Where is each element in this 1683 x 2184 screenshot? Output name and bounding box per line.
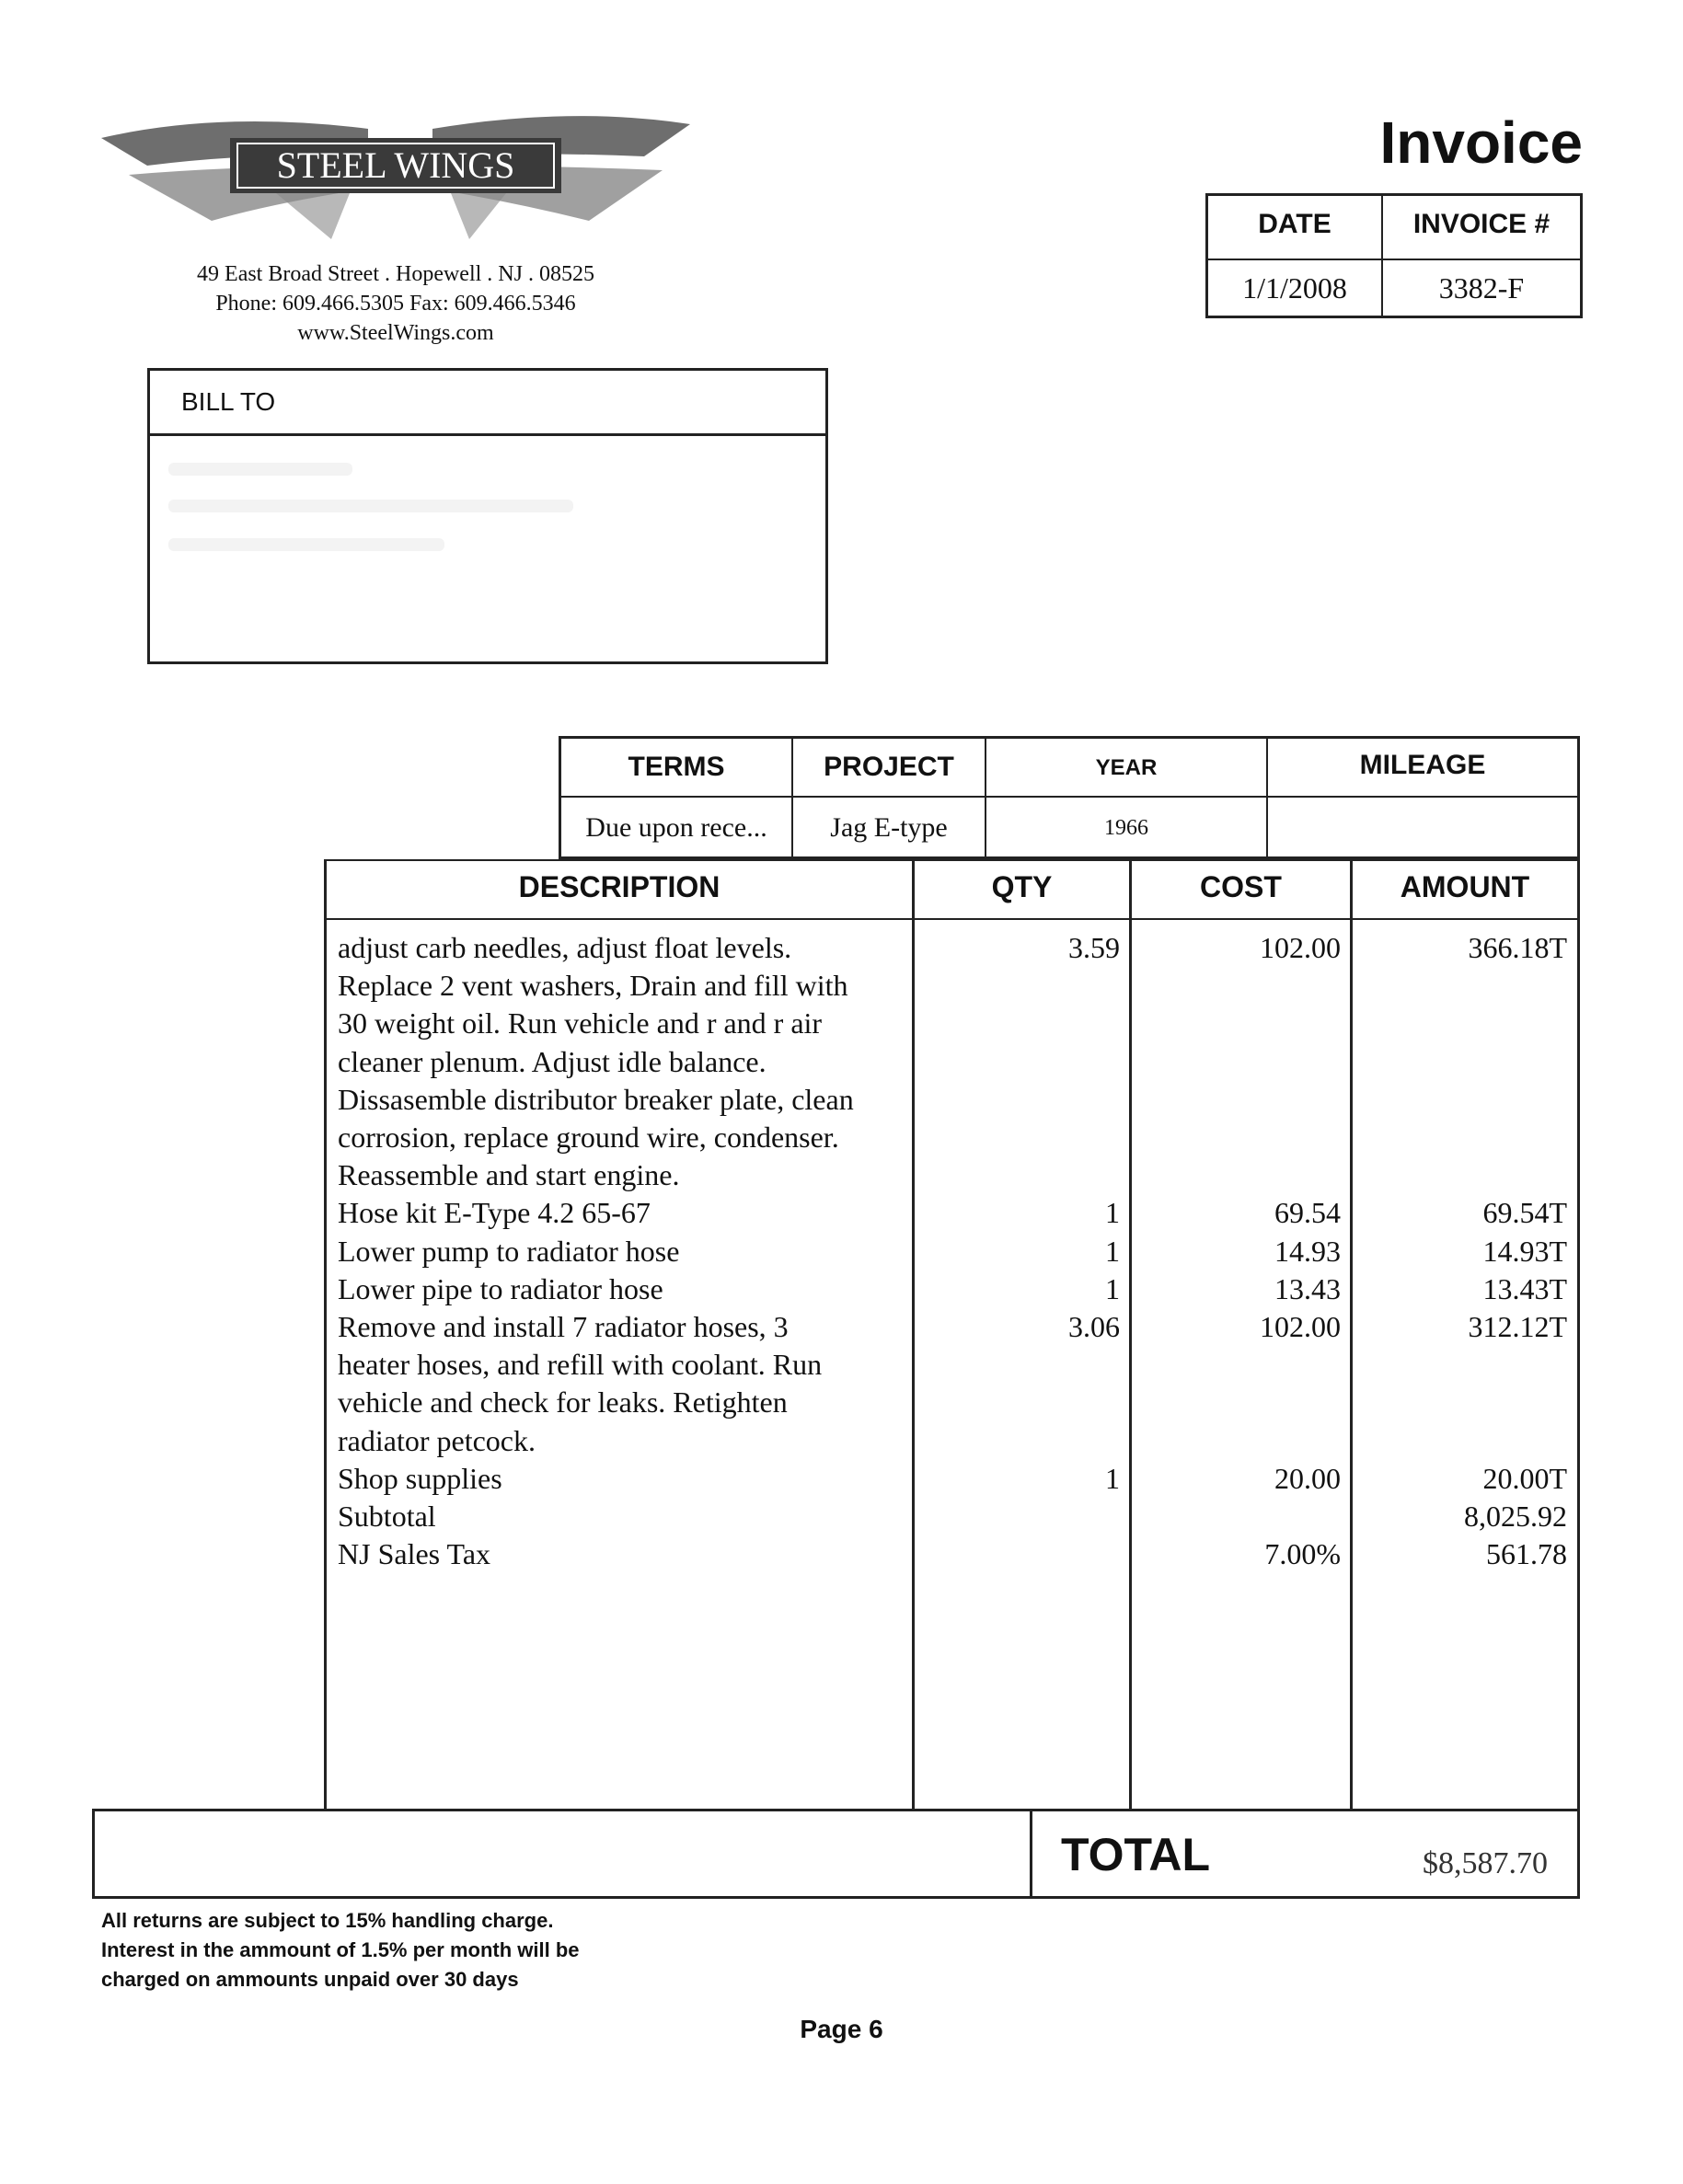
terms-table (559, 736, 1580, 859)
item-amount: 14.93T (1482, 1235, 1567, 1268)
bill-to-box (147, 368, 828, 664)
project-value: Jag E-type (830, 812, 948, 843)
mileage-label: MILEAGE (1359, 750, 1486, 780)
item-description: Subtotal (338, 1500, 436, 1533)
item-description: Shop supplies (338, 1462, 502, 1495)
total-value: $8,587.70 (1423, 1846, 1548, 1880)
total-bar (92, 1809, 1580, 1899)
item-cost: 14.93 (1274, 1235, 1341, 1268)
address-line: 49 East Broad Street . Hopewell . NJ . 08525 (197, 262, 594, 286)
invoice-title: Invoice (1379, 109, 1583, 176)
item-amount: 366.18T (1468, 931, 1567, 964)
phone-line: Phone: 609.466.5305 Fax: 609.466.5346 (215, 292, 576, 316)
item-cost: 69.54 (1274, 1196, 1341, 1229)
redacted-line (168, 538, 444, 551)
note-line: Interest in the ammount of 1.5% per month will be (101, 1938, 580, 1961)
company-address (120, 259, 672, 348)
item-cost: 13.43 (1274, 1272, 1341, 1305)
item-description: Replace 2 vent washers, Drain and fill with (338, 969, 848, 1002)
project-label: PROJECT (824, 752, 954, 782)
invoice-info-box (1205, 193, 1583, 318)
year-value: 1966 (1104, 816, 1148, 840)
note-line: charged on ammounts unpaid over 30 days (101, 1968, 519, 1991)
payment-notes (101, 1906, 745, 1994)
note-line: All returns are subject to 15% handling charge. (101, 1909, 554, 1932)
invoice-number-value: 3382-F (1438, 271, 1525, 305)
item-description: Dissasemble distributor breaker plate, clean (338, 1083, 854, 1116)
redacted-line (168, 500, 573, 512)
item-amount: 20.00T (1482, 1462, 1567, 1495)
bill-to-label: BILL TO (181, 387, 276, 416)
terms-label: TERMS (628, 752, 725, 782)
cost-header: COST (1200, 870, 1282, 903)
date-label: DATE (1258, 209, 1331, 239)
item-description: cleaner plenum. Adjust idle balance. (338, 1045, 767, 1078)
item-description: radiator petcock. (338, 1424, 536, 1457)
item-cost: 102.00 (1260, 1310, 1341, 1343)
item-description: heater hoses, and refill with coolant. Run (338, 1348, 823, 1381)
item-cost: 102.00 (1260, 931, 1341, 964)
item-amount: 561.78 (1486, 1537, 1567, 1570)
item-description: adjust carb needles, adjust float levels. (338, 931, 792, 964)
date-value: 1/1/2008 (1242, 271, 1347, 305)
invoice-number-label: INVOICE # (1412, 209, 1550, 239)
item-description: vehicle and check for leaks. Retighten (338, 1385, 788, 1419)
item-cost: 7.00% (1264, 1537, 1341, 1570)
item-description: Reassemble and start engine. (338, 1158, 680, 1191)
item-amount: 312.12T (1468, 1310, 1567, 1343)
item-description: Lower pump to radiator hose (338, 1235, 680, 1268)
item-description: Hose kit E-Type 4.2 65-67 (338, 1196, 651, 1229)
item-qty: 3.06 (1068, 1310, 1120, 1343)
total-label: TOTAL (1061, 1829, 1211, 1880)
company-logo (92, 101, 699, 239)
item-description: NJ Sales Tax (338, 1537, 491, 1570)
terms-value: Due upon rece... (585, 812, 767, 843)
item-cost: 20.00 (1274, 1462, 1341, 1495)
item-amount: 8,025.92 (1464, 1500, 1567, 1533)
item-description: 30 weight oil. Run vehicle and r and r air (338, 1006, 823, 1040)
website-line: www.SteelWings.com (297, 321, 494, 345)
item-amount: 69.54T (1482, 1196, 1567, 1229)
item-qty: 1 (1105, 1235, 1120, 1268)
item-description: Remove and install 7 radiator hoses, 3 (338, 1310, 789, 1343)
amount-header: AMOUNT (1400, 870, 1530, 903)
year-label: YEAR (1095, 755, 1158, 780)
qty-header: QTY (991, 870, 1053, 903)
item-qty: 1 (1105, 1196, 1120, 1229)
description-header: DESCRIPTION (518, 870, 720, 903)
line-items-table (324, 859, 1580, 1809)
wings-logo-graphic (92, 101, 699, 239)
item-description: corrosion, replace ground wire, condenser. (338, 1121, 839, 1154)
item-amount: 13.43T (1482, 1272, 1567, 1305)
item-description: Lower pipe to radiator hose (338, 1272, 663, 1305)
page-number: Page 6 (800, 2015, 883, 2043)
item-qty: 1 (1105, 1462, 1120, 1495)
redacted-line (168, 463, 352, 476)
svg-text:STEEL WINGS: STEEL WINGS (276, 144, 515, 186)
item-qty: 1 (1105, 1272, 1120, 1305)
item-qty: 3.59 (1068, 931, 1120, 964)
